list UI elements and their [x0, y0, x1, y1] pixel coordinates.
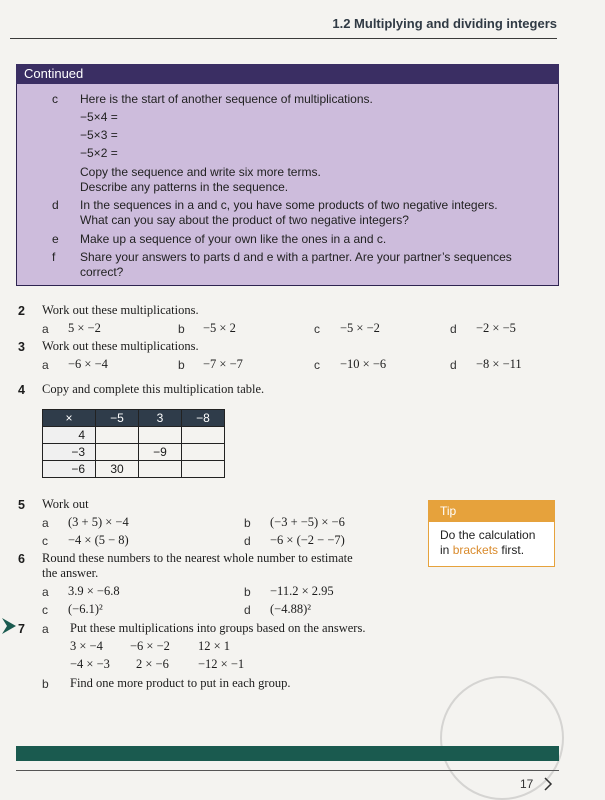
q7-expr: 2 × −6 — [136, 657, 169, 671]
q2b-label: b — [178, 322, 185, 336]
q3-number: 3 — [18, 340, 25, 354]
q3d-expr: −8 × −11 — [476, 357, 522, 371]
q6c-expr: (−6.1)² — [68, 602, 103, 616]
table-cell — [182, 444, 225, 461]
q5b-label: b — [244, 516, 251, 530]
part-e-line1: Make up a sequence of your own like the ones in a and c. — [80, 232, 387, 246]
multiplication-table — [42, 409, 225, 478]
table-cell — [96, 444, 139, 461]
table-header-row — [43, 410, 225, 427]
part-c-label: c — [52, 92, 58, 106]
q2a-label: a — [42, 322, 49, 336]
q2d-expr: −2 × −5 — [476, 321, 516, 335]
q6b-label: b — [244, 585, 251, 599]
q5c-label: c — [42, 534, 48, 548]
q7-number: 7 — [18, 622, 25, 636]
table-row — [43, 461, 225, 478]
tip-post: first. — [498, 543, 525, 557]
table-cell — [182, 461, 225, 478]
q5d-label: d — [244, 534, 251, 548]
q3b-expr: −7 × −7 — [203, 357, 243, 371]
part-f-line1: Share your answers to parts d and e with a partner. Are your partner’s sequences — [80, 250, 512, 264]
footer-rule — [16, 770, 559, 771]
q3b-label: b — [178, 358, 185, 372]
table-row — [43, 427, 225, 444]
part-c-line4: −5×2 = — [80, 146, 118, 160]
q6a-label: a — [42, 585, 49, 599]
q2d-label: d — [450, 322, 457, 336]
table-cell: −5 — [96, 410, 139, 427]
q2c-label: c — [314, 322, 320, 336]
table-cell: −3 — [43, 444, 96, 461]
q5a-label: a — [42, 516, 49, 530]
q7-expr: 12 × 1 — [198, 639, 231, 653]
q7-expr: −4 × −3 — [70, 657, 110, 671]
part-d-label: d — [52, 198, 59, 212]
part-e-label: e — [52, 232, 59, 246]
table-row — [43, 444, 225, 461]
q5-number: 5 — [18, 498, 25, 512]
q5b-expr: (−3 + −5) × −6 — [270, 515, 345, 529]
q6d-expr: (−4.88)² — [270, 602, 311, 616]
q3c-label: c — [314, 358, 320, 372]
page-header-title: 1.2 Multiplying and dividing integers — [332, 16, 557, 31]
q5a-expr: (3 + 5) × −4 — [68, 515, 129, 529]
table-cell: × — [43, 410, 96, 427]
table-cell — [139, 427, 182, 444]
q7b-label: b — [42, 677, 49, 691]
part-c-line6: Describe any patterns in the sequence. — [80, 180, 289, 194]
q7a-label: a — [42, 622, 49, 636]
q3a-label: a — [42, 358, 49, 372]
table-cell: 3 — [139, 410, 182, 427]
q3a-expr: −6 × −4 — [68, 357, 108, 371]
q6b-expr: −11.2 × 2.95 — [270, 584, 334, 598]
table-cell: 30 — [96, 461, 139, 478]
continued-heading: Continued — [16, 64, 559, 84]
q7a-text: Put these multiplications into groups based on the answers. — [70, 621, 366, 635]
tip-heading: Tip — [428, 500, 555, 522]
q2b-expr: −5 × 2 — [203, 321, 236, 335]
q5c-expr: −4 × (5 − 8) — [68, 533, 129, 547]
tip-highlight: brackets — [452, 543, 499, 557]
q7-expr: 3 × −4 — [70, 639, 103, 653]
q6c-label: c — [42, 603, 48, 617]
q7-expr: −6 × −2 — [130, 639, 170, 653]
q4-number: 4 — [18, 383, 25, 397]
q7b-text: Find one more product to put in each group. — [70, 676, 291, 690]
part-c-line3: −5×3 = — [80, 128, 118, 142]
q6-line1: Round these numbers to the nearest whole number to estimate — [42, 551, 353, 565]
tip-line1: Do the calculation — [440, 528, 536, 542]
next-page-chevron-icon[interactable] — [542, 776, 554, 792]
tip-pre: in — [440, 543, 453, 557]
q2-text: Work out these multiplications. — [42, 303, 199, 317]
tip-text — [440, 528, 552, 558]
q4-text: Copy and complete this multiplication table. — [42, 382, 265, 396]
q5d-expr: −6 × (−2 − −7) — [270, 533, 345, 547]
q3d-label: d — [450, 358, 457, 372]
header-rule — [10, 38, 557, 39]
table-cell — [139, 461, 182, 478]
q6-line2: the answer. — [42, 566, 99, 580]
q3c-expr: −10 × −6 — [340, 357, 387, 371]
table-cell: −8 — [182, 410, 225, 427]
q2-number: 2 — [18, 304, 25, 318]
q2c-expr: −5 × −2 — [340, 321, 380, 335]
part-f-label: f — [52, 250, 56, 264]
q7-expr: −12 × −1 — [198, 657, 245, 671]
table-cell — [182, 427, 225, 444]
table-cell: 4 — [43, 427, 96, 444]
footer-bar — [16, 746, 559, 761]
part-c-line1: Here is the start of another sequence of multiplications. — [80, 92, 373, 106]
q6-number: 6 — [18, 552, 25, 566]
q5-text: Work out — [42, 497, 89, 511]
part-d-line2: What can you say about the product of two negative integers? — [80, 213, 409, 227]
q3-text: Work out these multiplications. — [42, 339, 199, 353]
tip-line2 — [440, 543, 552, 558]
q6d-label: d — [244, 603, 251, 617]
table-cell: −9 — [139, 444, 182, 461]
part-c-line5: Copy the sequence and write six more terms. — [80, 165, 321, 179]
q6a-expr: 3.9 × −6.8 — [68, 584, 120, 598]
table-cell — [96, 427, 139, 444]
q2a-expr: 5 × −2 — [68, 321, 101, 335]
part-f-line2: correct? — [80, 265, 124, 279]
table-cell: −6 — [43, 461, 96, 478]
part-c-line2: −5×4 = — [80, 110, 118, 124]
part-d-line1: In the sequences in a and c, you have some products of two negative integers. — [80, 198, 498, 212]
page-number: 17 — [520, 777, 534, 791]
challenge-star-icon — [0, 614, 20, 638]
